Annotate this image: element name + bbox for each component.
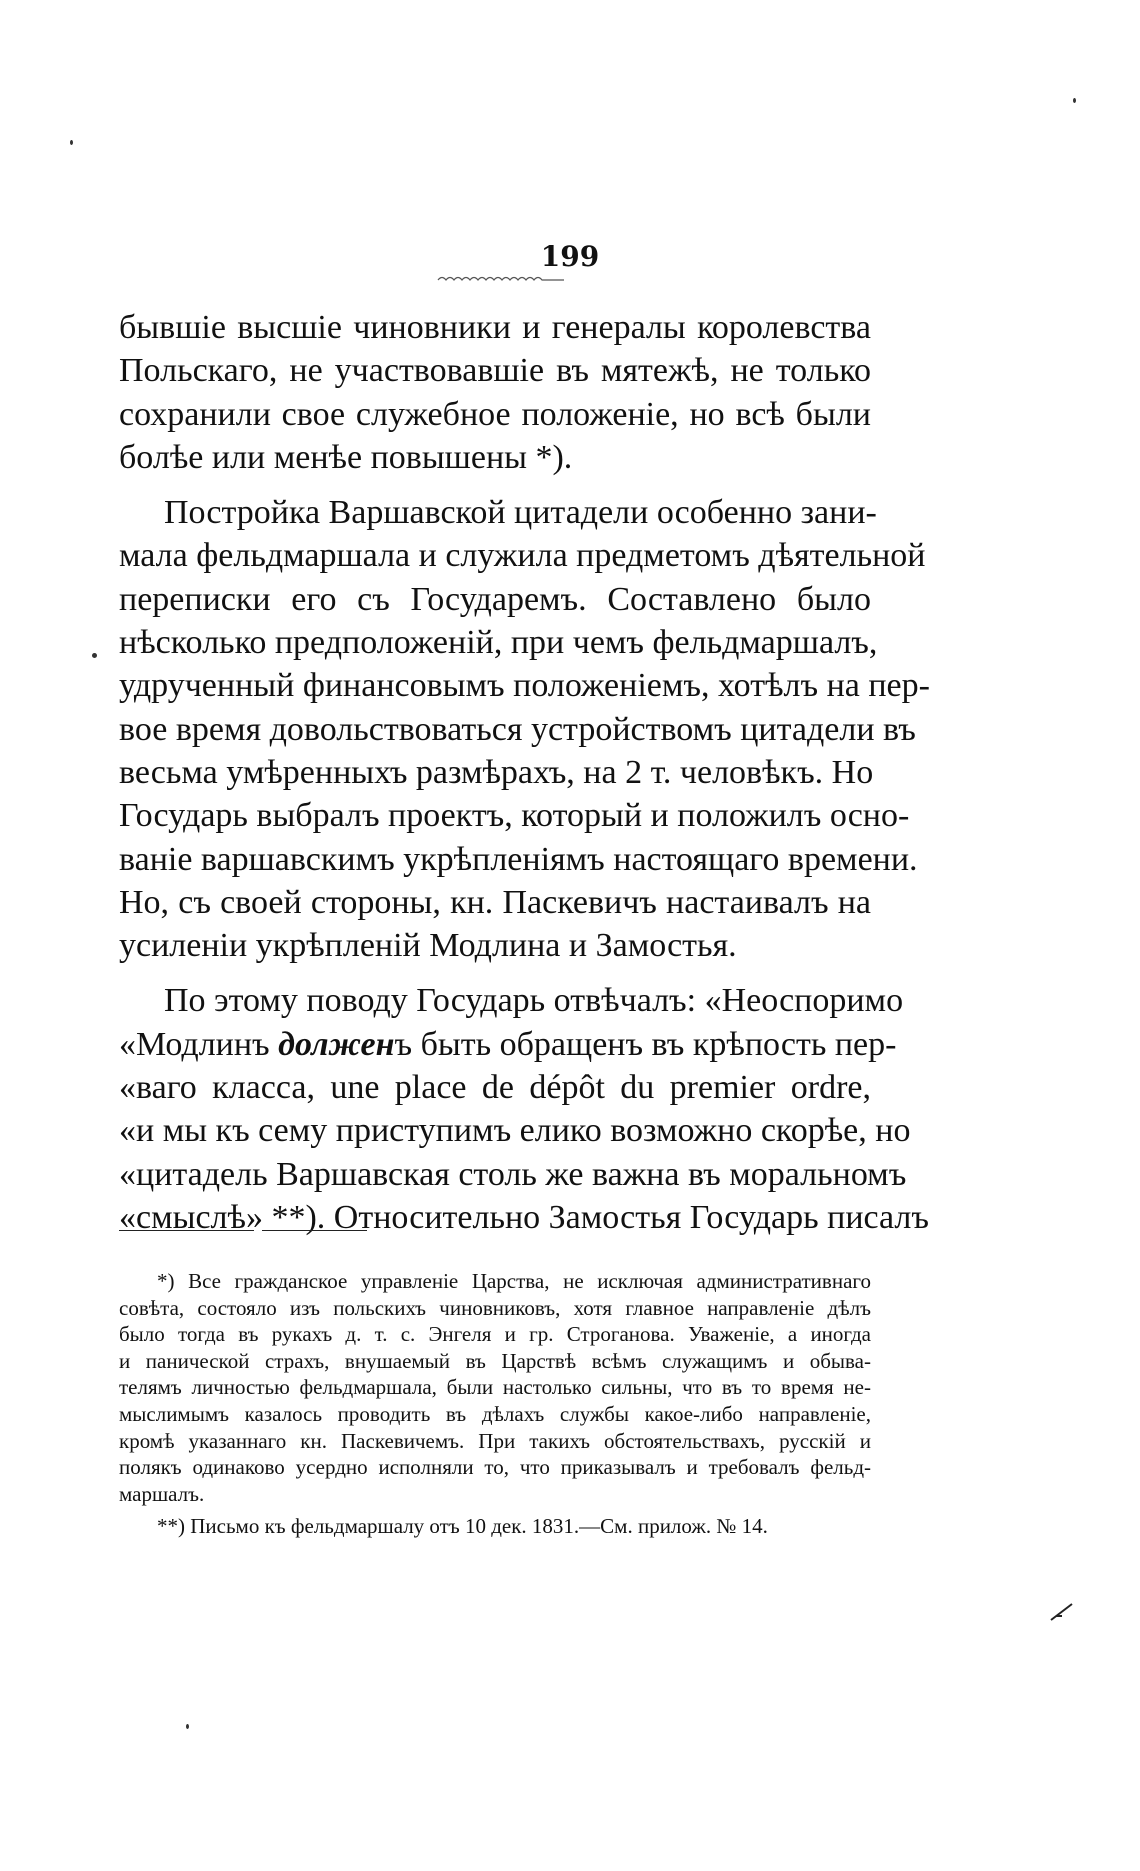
pen-mark-icon — [1048, 1600, 1076, 1624]
footnote-line: было тогда въ рукахъ д. т. с. Энгеля и гр. Строганова. Уваженіе, а иногда — [119, 1322, 871, 1347]
main-text — [119, 306, 930, 1239]
text-line: Польскаго, не участвовавшіе въ мятежѣ, не только — [119, 352, 871, 390]
footnote-line: и панической страхъ, внушаемый въ Царствѣ всѣмъ служащимъ и обыва- — [119, 1348, 871, 1373]
text-line: болѣе или менѣе повышены *). — [119, 438, 573, 476]
scan-speck — [186, 1724, 189, 1729]
text-line: ваніе варшавскимъ укрѣпленіямъ настоящаго времени. — [119, 840, 918, 878]
page-number: 199 — [540, 240, 600, 273]
text-line: Постройка Варшавской цитадели особенно зани- — [164, 494, 877, 532]
footnote-line: полякъ одинаково усердно исполняли то, что приказывалъ и требовалъ фельд- — [119, 1455, 871, 1480]
text-line: «смыслѣ» **). Относительно Замостья Государь писалъ — [119, 1198, 929, 1236]
text-line: бывшіе высшіе чиновники и генералы королевства — [119, 309, 871, 346]
text-line: Государь выбралъ проектъ, который и положилъ осно- — [119, 797, 910, 835]
text-line: весьма умѣренныхъ размѣрахъ, на 2 т. человѣкъ. Но — [119, 753, 874, 791]
text-line: вое время довольствоваться устройствомъ цитадели въ — [119, 710, 916, 748]
scan-speck — [92, 653, 97, 658]
footnote-line: *) Все гражданское управленіе Царства, не исключая административнаго — [157, 1269, 871, 1293]
text-line: удрученный финансовымъ положеніемъ, хотѣлъ на пер- — [119, 667, 930, 705]
text-line: «цитадель Варшавская столь же важна въ моральномъ — [119, 1155, 907, 1193]
header-ornament — [436, 274, 566, 284]
text-line: Но, съ своей стороны, кн. Паскевичъ настаивалъ на — [119, 883, 871, 921]
text-line — [119, 1023, 897, 1066]
text-fragment: «Модлинъ — [119, 1025, 279, 1063]
text-line: сохранили свое служебное положеніе, но всѣ были — [119, 395, 871, 433]
footnotes — [119, 1268, 871, 1540]
footnote-line: маршалъ. — [119, 1481, 205, 1506]
footnote-line: совѣта, состояло изъ польскихъ чиновниковъ, хотя главное направленіе дѣлъ — [119, 1295, 871, 1320]
text-fragment: ъ быть обращенъ въ крѣпость пер- — [394, 1025, 897, 1063]
footnote-rule — [119, 1230, 254, 1231]
emphasis-text: должен — [278, 1025, 395, 1063]
text-line: переписки его съ Государемъ. Составлено было — [119, 580, 871, 618]
footnote-line: мыслимымъ казалось проводить въ дѣлахъ службы какое-либо направленіе, — [119, 1401, 871, 1426]
scan-speck — [1073, 98, 1076, 103]
footnote-line: телямъ личностью фельдмаршала, были настолько сильны, что въ то время не- — [119, 1375, 871, 1400]
footnote-rule — [262, 1230, 367, 1231]
text-line: По этому поводу Государь отвѣчалъ: «Неоспоримо — [164, 982, 904, 1020]
scan-speck — [70, 140, 73, 145]
text-line: мала фельдмаршала и служила предметомъ дѣятельной — [119, 537, 926, 575]
footnote-line: **) Письмо къ фельдмаршалу отъ 10 дек. 1831.—См. прилож. № 14. — [157, 1514, 768, 1539]
text-line: усиленіи укрѣпленій Модлина и Замостья. — [119, 927, 737, 965]
text-line: «и мы къ сему приступимъ елико возможно скорѣе, но — [119, 1112, 911, 1150]
text-line: «ваго класса, une place de dépôt du premier ordre, — [119, 1069, 871, 1107]
footnote-line: кромѣ указаннаго кн. Паскевичемъ. При такихъ обстоятельствахъ, русскій и — [119, 1428, 871, 1453]
text-line: нѣсколько предположеній, при чемъ фельдмаршалъ, — [119, 624, 878, 662]
